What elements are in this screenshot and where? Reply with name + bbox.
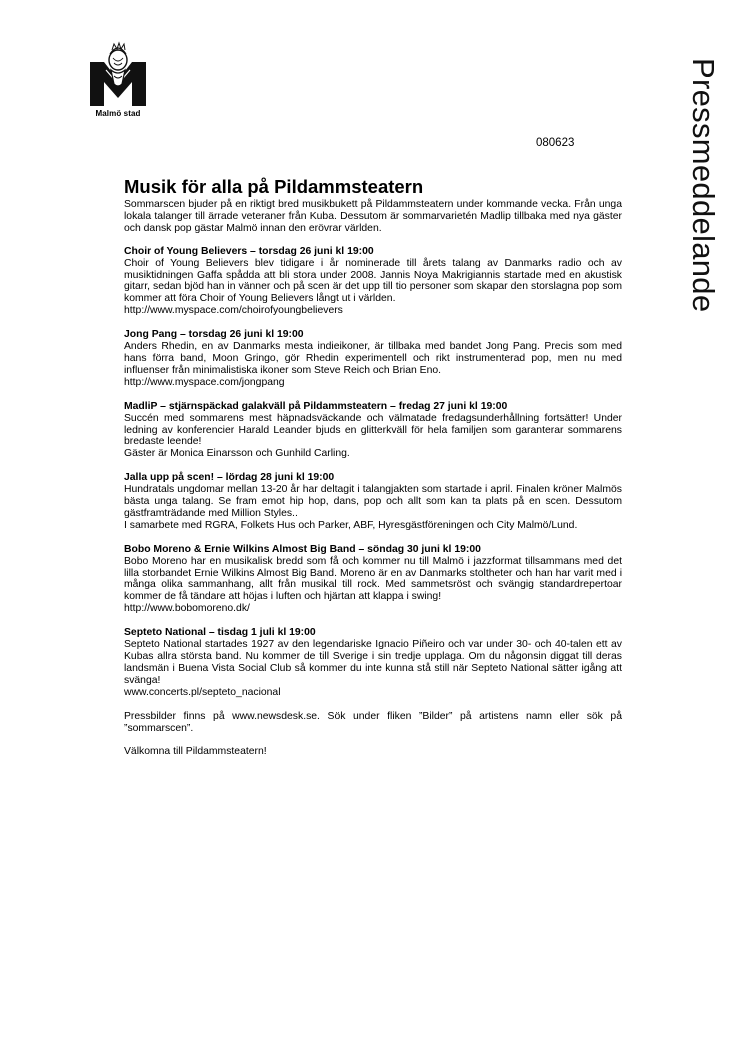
intro-paragraph: Sommarscen bjuder på en riktigt bred musikbukett på Pildammsteatern under kommande vecka. Från unga lokala talanger till ärrade veteraner från Kuba. Dessutom är sommarvarietén Madlip tillbaka med nya gäster och dansk pop gästar Malmö innan den erövrar världen. (124, 199, 622, 234)
section-extra: Gäster är Monica Einarsson och Gunhild Carling. (124, 448, 350, 460)
section-choir-of-young-believers (124, 246, 622, 317)
section-bobo-moreno (124, 544, 622, 615)
section-heading: Choir of Young Believers – torsdag 26 juni kl 19:00 (124, 245, 374, 257)
section-link[interactable]: http://www.bobomoreno.dk/ (124, 603, 250, 615)
side-title (683, 58, 723, 378)
section-heading: Septeto National – tisdag 1 juli kl 19:00 (124, 627, 316, 639)
section-extra: I samarbete med RGRA, Folkets Hus och Parker, ABF, Hyresgästföreningen och City Malmö/Lund. (124, 519, 578, 531)
malmo-stad-logo (84, 40, 152, 122)
section-jong-pang (124, 329, 622, 389)
main-content (124, 176, 622, 758)
section-heading: MadliP – stjärnspäckad galakväll på Pildammsteatern – fredag 27 juni kl 19:00 (124, 400, 508, 412)
section-body: Anders Rhedin, en av Danmarks mesta indieikoner, är tillbaka med bandet Jong Pang. Precis som med hans förra band, Moon Gringo, gör Rhedin experimentell och rikt instrumenterad pop, men nu med influenser från minimalistiska ikoner som Steve Reich och Brian Eno. (124, 341, 622, 376)
page-title: Musik för alla på Pildammsteatern (124, 176, 424, 197)
document-date: 080623 (536, 137, 575, 149)
section-body: Hundratals ungdomar mellan 13-20 år har deltagit i talangjakten som startade i april. Finalen kröner Malmös bästa unga talang. Se fram emot hip hop, dans, pop och allt som kan ta plats på en scen. Dessutom gästframträdande med Million Styles.. (124, 484, 622, 519)
section-heading: Bobo Moreno & Ernie Wilkins Almost Big Band – söndag 30 juni kl 19:00 (124, 543, 481, 555)
section-body: Septeto National startades 1927 av den legendariske Ignacio Piñeiro och var under 30- och 40-talen ett av Kubas allra största band. Nu kommer de till Sverige i sin tredje upplaga. Om du någonsin diggat till deras landsmän i Buena Vista Social Club så kommer du inte kunna stå still när Septeto National sätter igång att svänga! (124, 639, 622, 686)
section-body: Succén med sommarens mest häpnadsväckande och välmatade fredagsunderhållning fortsätter! Under ledning av konferencier Harald Leander bjuds en glitterkväll för hela familjen som garanterar sommarens bredaste leende! (124, 412, 622, 448)
side-title-text: Pressmeddelande (686, 58, 721, 313)
section-septeto-national (124, 627, 622, 698)
malmo-coat-of-arms-icon (84, 40, 152, 108)
section-link[interactable]: http://www.myspace.com/choirofyoungbelievers (124, 305, 343, 317)
section-body: Choir of Young Believers blev tidigare i år nominerade till årets talang av Danmarks radio och av musiktidningen Gaffa spådda att bli stora under 2008. Jannis Noya Makrigiannis startade med en akustisk gitarr, sedan bjöd han in vänner och på scen är det upp till tio personer som skapar den storslagna pop som kommer att föra Choir of Young Believers långt ut i världen. (124, 257, 622, 305)
section-heading: Jalla upp på scen! – lördag 28 juni kl 19:00 (124, 472, 335, 484)
section-madlip (124, 401, 622, 461)
section-heading: Jong Pang – torsdag 26 juni kl 19:00 (124, 329, 304, 341)
section-body: Bobo Moreno har en musikalisk bredd som få och kommer nu till Malmö i jazzformat tillsammans med det lilla storbandet Ernie Wilkins Almost Big Band. Moreno är en av Danmarks stoltheter och han har varit med i många olika sammanhang, allt från musikal till rock. Med sammetsröst och svängig standardrepertoar kommer de få tändare att höjas i luften och hjärtan att klappa i swing! (124, 555, 622, 603)
section-link[interactable]: http://www.myspace.com/jongpang (124, 376, 285, 388)
logo-text: Malmö stad (95, 109, 141, 118)
closing-line: Välkomna till Pildammsteatern! (124, 746, 267, 758)
section-link[interactable]: www.concerts.pl/septeto_nacional (124, 686, 281, 698)
press-photos-note: Pressbilder finns på www.newsdesk.se. Sök under fliken ”Bilder” på artistens namn eller sök på ”sommarscen”. (124, 710, 622, 734)
section-jalla-upp-pa-scen (124, 472, 622, 532)
